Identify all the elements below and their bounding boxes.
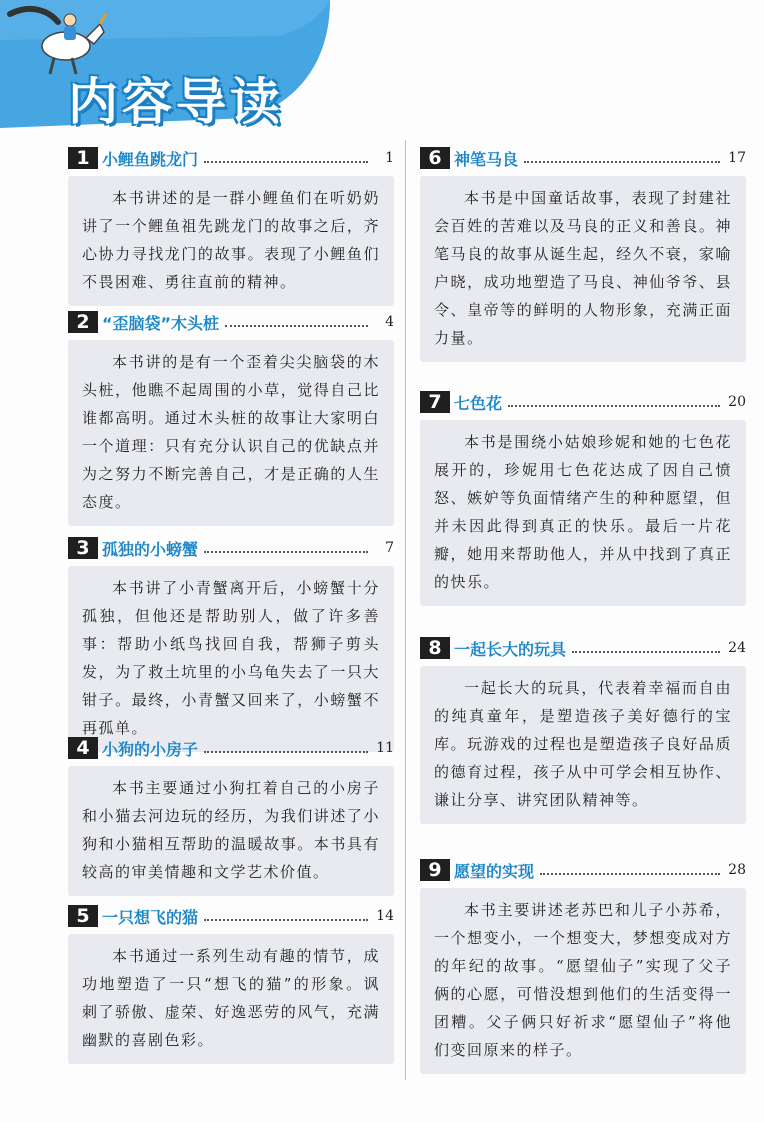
entry-summary: 本书是中国童话故事，表现了封建社会百姓的苦难以及马良的正义和善良。神笔马良的故事从诞生起，经久不衰，家喻户晓，成功地塑造了马良、神仙爷爷、县令、皇帝等的鲜明的人物形象，充满正面力量。 <box>420 176 746 362</box>
toc-entry-7 <box>420 390 746 606</box>
entry-summary: 本书主要讲述老苏巴和儿子小苏希，一个想变小，一个想变大，梦想变成对方的年纪的故事。“愿望仙子”实现了父子俩的心愿，可惜没想到他们的生活变得一团糟。父子俩只好祈求“愿望仙子”将他们变回原来的样子。 <box>420 888 746 1074</box>
toc-entry-1 <box>68 146 394 306</box>
entry-number: 3 <box>68 537 98 559</box>
dot-leader <box>225 325 368 327</box>
entry-title: 一起长大的玩具 <box>454 639 567 659</box>
page-title: 内容导读 <box>68 73 284 131</box>
entry-heading <box>68 310 394 334</box>
page-number: 24 <box>728 640 746 656</box>
unicorn-rider-icon <box>0 0 110 80</box>
dot-leader <box>508 405 720 407</box>
page-number: 14 <box>376 908 394 924</box>
column-divider <box>405 140 406 1080</box>
entry-summary: 本书讲述的是一群小鲤鱼们在听奶奶讲了一个鲤鱼祖先跳龙门的故事之后，齐心协力寻找龙门的故事。表现了小鲤鱼们不畏困难、勇往直前的精神。 <box>68 176 394 306</box>
dot-leader <box>204 751 368 753</box>
entry-title: 小鲤鱼跳龙门 <box>102 149 199 169</box>
entry-title: 七色花 <box>454 393 503 413</box>
dot-leader <box>572 651 720 653</box>
entry-number: 1 <box>68 147 98 169</box>
entry-heading <box>420 636 746 660</box>
page-number: 28 <box>728 862 746 878</box>
entry-number: 5 <box>68 905 98 927</box>
page-number: 17 <box>728 150 746 166</box>
page-number: 11 <box>376 740 394 756</box>
dot-leader <box>204 551 368 553</box>
entry-title: 一只想飞的猫 <box>102 907 199 927</box>
entry-summary: 本书通过一系列生动有趣的情节，成功地塑造了一只“想飞的猫”的形象。讽刺了骄傲、虚荣、好逸恶劳的风气，充满幽默的喜剧色彩。 <box>68 934 394 1064</box>
page-number: 4 <box>385 314 394 330</box>
entry-number: 8 <box>420 637 450 659</box>
page-number: 7 <box>385 540 394 556</box>
entry-number: 9 <box>420 859 450 881</box>
entry-number: 6 <box>420 147 450 169</box>
entry-title: “歪脑袋”木头桩 <box>102 313 220 333</box>
entry-title: 神笔马良 <box>454 149 519 169</box>
entry-number: 2 <box>68 311 98 333</box>
entry-heading <box>68 146 394 170</box>
header-banner <box>0 0 764 140</box>
entry-summary: 本书讲的是有一个歪着尖尖脑袋的木头桩，他瞧不起周围的小草，觉得自己比谁都高明。通过木头桩的故事让大家明白一个道理：只有充分认识自己的优缺点并为之努力不断完善自己，才是正确的人生态度。 <box>68 340 394 526</box>
dot-leader <box>540 873 720 875</box>
entry-number: 7 <box>420 391 450 413</box>
dot-leader <box>204 919 368 921</box>
entry-heading <box>420 146 746 170</box>
toc-entry-4 <box>68 736 394 896</box>
entry-heading <box>420 390 746 414</box>
dot-leader <box>204 161 368 163</box>
entry-number: 4 <box>68 737 98 759</box>
toc-entry-8 <box>420 636 746 824</box>
entry-heading <box>68 736 394 760</box>
dot-leader <box>524 161 720 163</box>
entry-summary: 一起长大的玩具，代表着幸福而自由的纯真童年，是塑造孩子美好德行的宝库。玩游戏的过程也是塑造孩子良好品质的德育过程，孩子从中可学会相互协作、谦让分享、讲究团队精神等。 <box>420 666 746 824</box>
page-number: 20 <box>728 394 746 410</box>
entry-summary: 本书主要通过小狗扛着自己的小房子和小猫去河边玩的经历，为我们讲述了小狗和小猫相互帮助的温暖故事。本书具有较高的审美情趣和文学艺术价值。 <box>68 766 394 896</box>
entry-heading <box>68 904 394 928</box>
toc-entry-9 <box>420 858 746 1074</box>
entry-title: 孤独的小螃蟹 <box>102 539 199 559</box>
entry-summary: 本书是围绕小姑娘珍妮和她的七色花展开的，珍妮用七色花达成了因自己愤怒、嫉妒等负面情绪产生的种种愿望，但并未因此得到真正的快乐。最后一片花瓣，她用来帮助他人，并从中找到了真正的快乐。 <box>420 420 746 606</box>
entry-title: 小狗的小房子 <box>102 739 199 759</box>
page-number: 1 <box>385 150 394 166</box>
entry-summary: 本书讲了小青蟹离开后，小螃蟹十分孤独，但他还是帮助别人，做了许多善事：帮助小纸鸟找回自我，帮狮子剪头发，为了救土坑里的小乌龟失去了一只大钳子。最终，小青蟹又回来了，小螃蟹不再孤单。 <box>68 566 394 752</box>
toc-entry-2 <box>68 310 394 526</box>
toc-entry-6 <box>420 146 746 362</box>
entry-title: 愿望的实现 <box>454 861 535 881</box>
toc-entry-3 <box>68 536 394 752</box>
toc-entry-5 <box>68 904 394 1064</box>
entry-heading <box>68 536 394 560</box>
entry-heading <box>420 858 746 882</box>
